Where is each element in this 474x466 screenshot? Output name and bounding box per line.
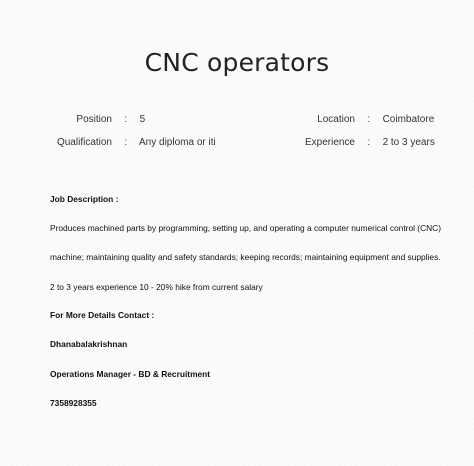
experience-label: Experience — [304, 137, 355, 148]
experience-value: 2 to 3 years — [382, 137, 435, 148]
contact-name: Dhanabalakrishnan — [50, 339, 128, 349]
qualification-separator: : — [124, 137, 128, 148]
job-description-line-3: 2 to 3 years experience 10 - 20% hike from current salary — [50, 282, 263, 292]
job-description-line-1: Produces machined parts by programming, setting up, and operating a computer numerical control (CNC) — [50, 223, 442, 233]
contact-heading: For More Details Contact : — [50, 310, 155, 320]
experience-separator: : — [367, 137, 371, 148]
position-separator: : — [124, 114, 128, 125]
job-description-heading: Job Description : — [50, 194, 119, 204]
location-separator: : — [367, 114, 371, 125]
job-description-line-2: machine; maintaining quality and safety standards; keeping records; maintaining equipment and supplies. — [50, 252, 441, 262]
position-label: Position — [76, 114, 112, 125]
position-value: 5 — [139, 114, 146, 125]
contact-role: Operations Manager - BD & Recruitment — [50, 369, 211, 379]
location-label: Location — [317, 114, 355, 125]
qualification-field — [0, 137, 216, 148]
experience-field — [280, 137, 435, 148]
contact-phone: 7358928355 — [50, 398, 97, 408]
qualification-value: Any diploma or iti — [139, 137, 216, 148]
location-field — [280, 114, 434, 125]
location-value: Coimbatore — [382, 114, 435, 125]
qualification-label: Qualification — [56, 137, 112, 148]
position-field — [0, 114, 145, 125]
page-title: CNC operators — [144, 48, 330, 77]
